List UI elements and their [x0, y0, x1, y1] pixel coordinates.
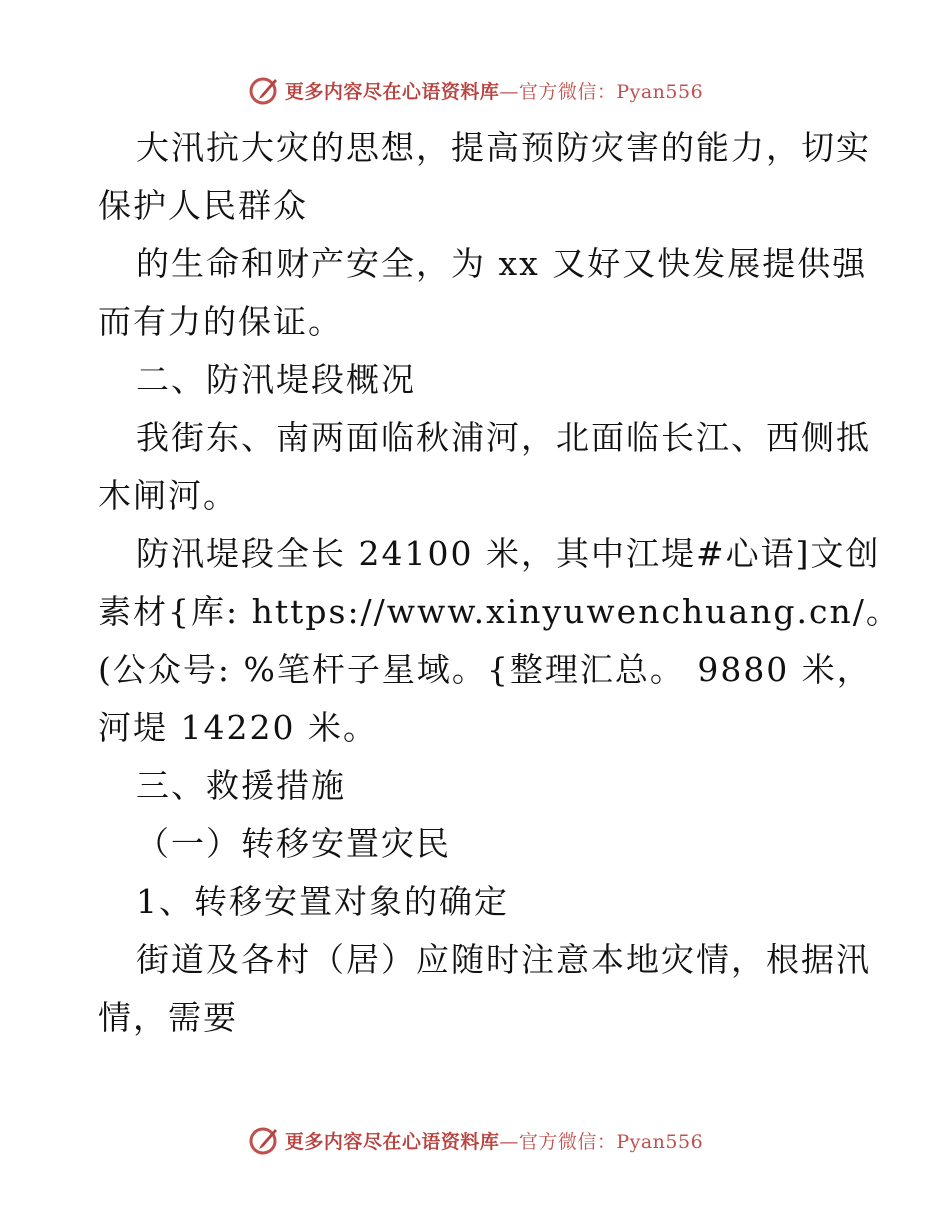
body-line: 情，需要	[98, 998, 238, 1037]
header-wechat: 官方微信：Pyan556	[518, 80, 704, 103]
footer-watermark-text	[285, 1127, 703, 1154]
header-watermark	[0, 70, 950, 110]
body-line: 街道及各村（居）应随时注意本地灾情，根据汛	[136, 940, 871, 979]
body-line: 我街东、南两面临秋浦河，北面临长江、西侧抵	[136, 418, 871, 457]
body-line: 的生命和财产安全，为 xx 又好又快发展提供强	[136, 244, 868, 283]
body-line: 保护人民群众	[98, 186, 308, 225]
footer-watermark	[0, 1120, 950, 1160]
header-brand: 更多内容尽在心语资料库	[284, 80, 500, 103]
header-watermark-text	[285, 77, 703, 104]
footer-brand: 更多内容尽在心语资料库	[284, 1130, 500, 1153]
body-line: 素材{库: https://www.xinyuwenchuang.cn/。	[98, 592, 901, 631]
header-dash: —	[499, 80, 519, 103]
body-line: 防汛堤段全长 24100 米，其中江堤#心语]文创	[136, 534, 881, 573]
quill-pen-logo-icon	[247, 73, 281, 107]
section-heading: 二、防汛堤段概况	[136, 360, 416, 399]
footer-dash: —	[499, 1130, 519, 1153]
body-line: 大汛抗大灾的思想，提高预防灾害的能力，切实	[136, 128, 871, 167]
footer-wechat: 官方微信：Pyan556	[518, 1130, 704, 1153]
body-line: 河堤 14220 米。	[98, 708, 378, 747]
section-heading: 三、救援措施	[136, 766, 346, 805]
body-line: 木闸河。	[98, 476, 238, 515]
subsection-heading: （一）转移安置灾民	[136, 824, 451, 863]
quill-pen-logo-icon	[247, 1123, 281, 1157]
body-line: (公众号: %笔杆子星域。{整理汇总。 9880 米，	[98, 650, 872, 689]
subsection-heading: 1、转移安置对象的确定	[136, 882, 509, 921]
body-line: 而有力的保证。	[98, 302, 343, 341]
